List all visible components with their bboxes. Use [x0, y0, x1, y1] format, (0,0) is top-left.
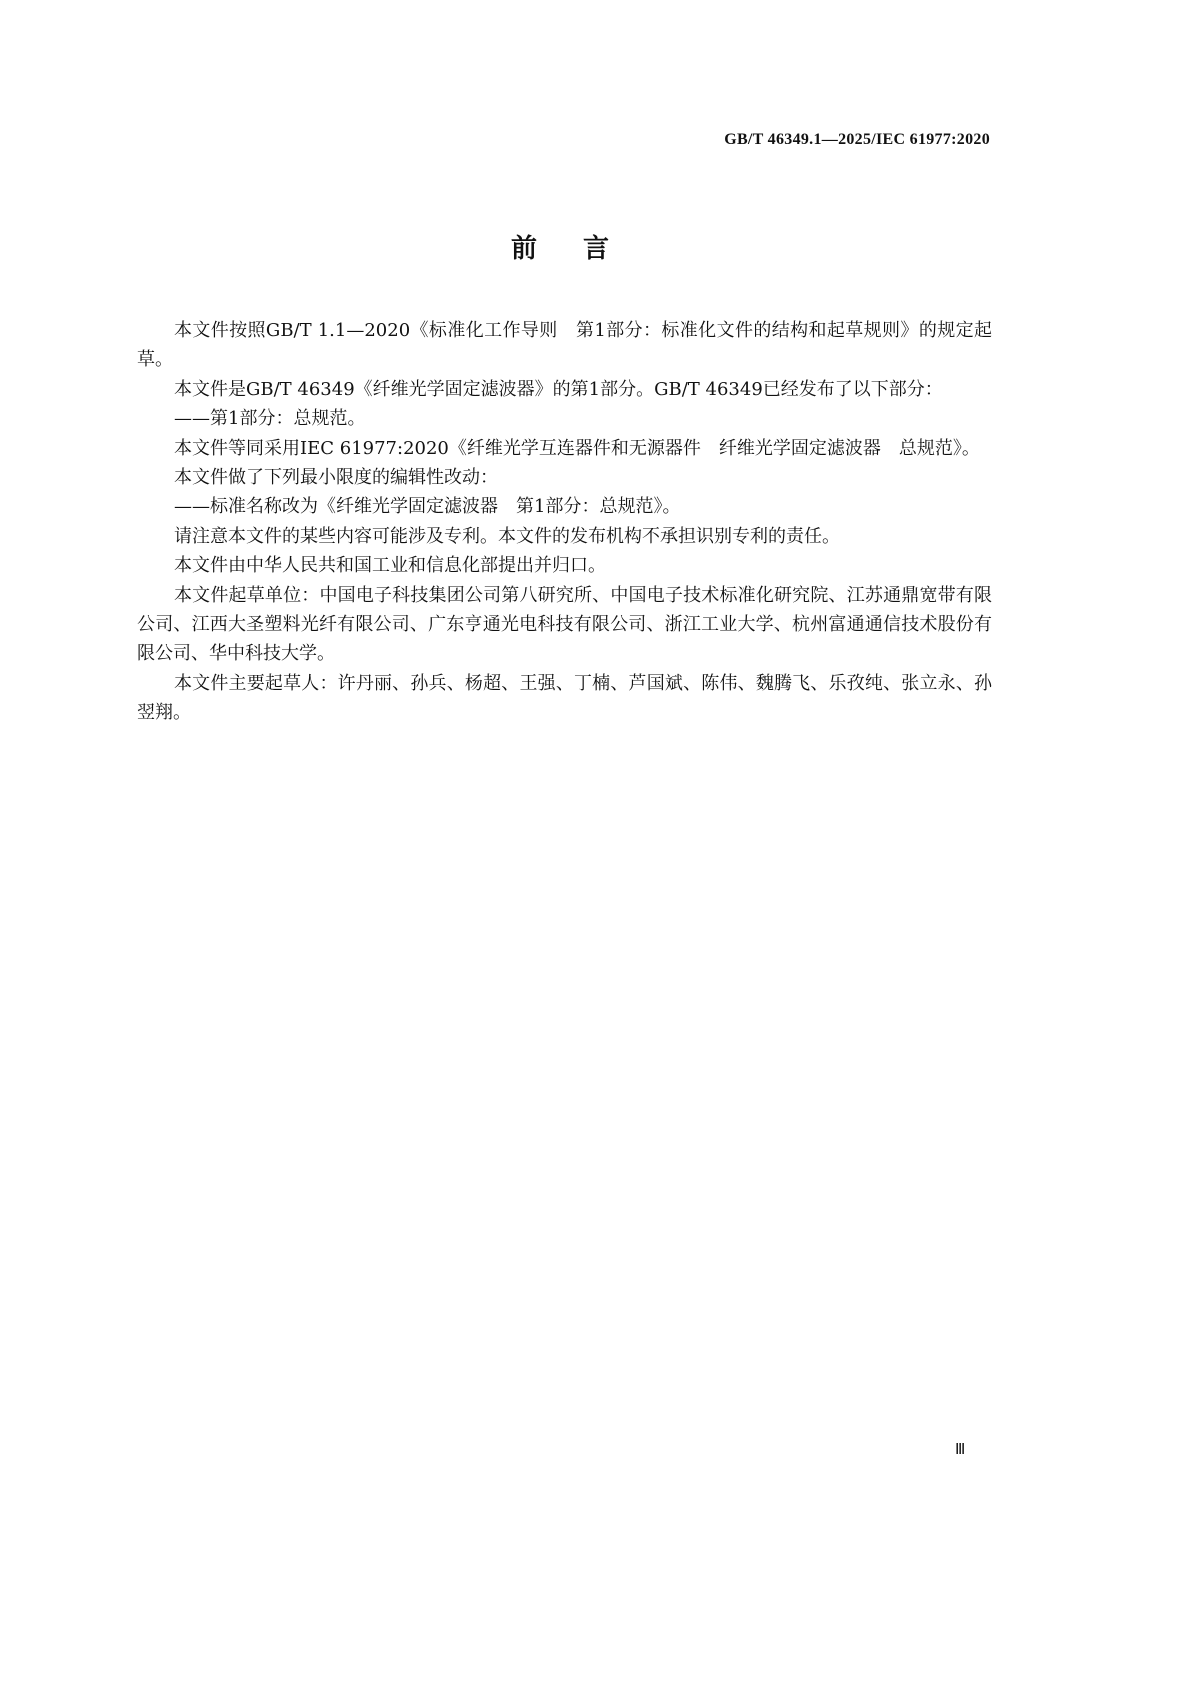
paragraph: 本文件做了下列最小限度的编辑性改动：	[174, 467, 498, 489]
paragraph: 本文件按照GB/T 1.1—2020《标准化工作导则 第1部分：标准化文件的结构和起草规则》的规定起草。	[137, 320, 992, 371]
foreword-body	[137, 316, 992, 728]
list-item: ——标准名称改为《纤维光学固定滤波器 第1部分：总规范》。	[174, 496, 681, 518]
page-title: 前言	[510, 234, 655, 264]
list-item: ——第1部分：总规范。	[174, 408, 366, 430]
paragraph: 本文件等同采用IEC 61977:2020《纤维光学互连器件和无源器件 纤维光学固定滤波器 总规范》。	[174, 437, 980, 459]
page-number: Ⅲ	[955, 1442, 966, 1458]
paragraph: 本文件起草单位：中国电子科技集团公司第八研究所、中国电子技术标准化研究院、江苏通鼎宽带有限公司、江西大圣塑料光纤有限公司、广东亨通光电科技有限公司、浙江工业大学、杭州富通通信技术股份有限公司、华中科技大学。	[137, 584, 992, 665]
standard-number-header: GB/T 46349.1—2025/IEC 61977:2020	[724, 131, 990, 148]
paragraph: 本文件是GB/T 46349《纤维光学固定滤波器》的第1部分。GB/T 46349已经发布了以下部分：	[174, 378, 943, 400]
paragraph: 本文件由中华人民共和国工业和信息化部提出并归口。	[174, 555, 606, 577]
paragraph: 请注意本文件的某些内容可能涉及专利。本文件的发布机构不承担识别专利的责任。	[174, 525, 840, 547]
paragraph: 本文件主要起草人：许丹丽、孙兵、杨超、王强、丁楠、芦国斌、陈伟、魏腾飞、乐孜纯、张立永、孙翌翔。	[137, 672, 992, 724]
